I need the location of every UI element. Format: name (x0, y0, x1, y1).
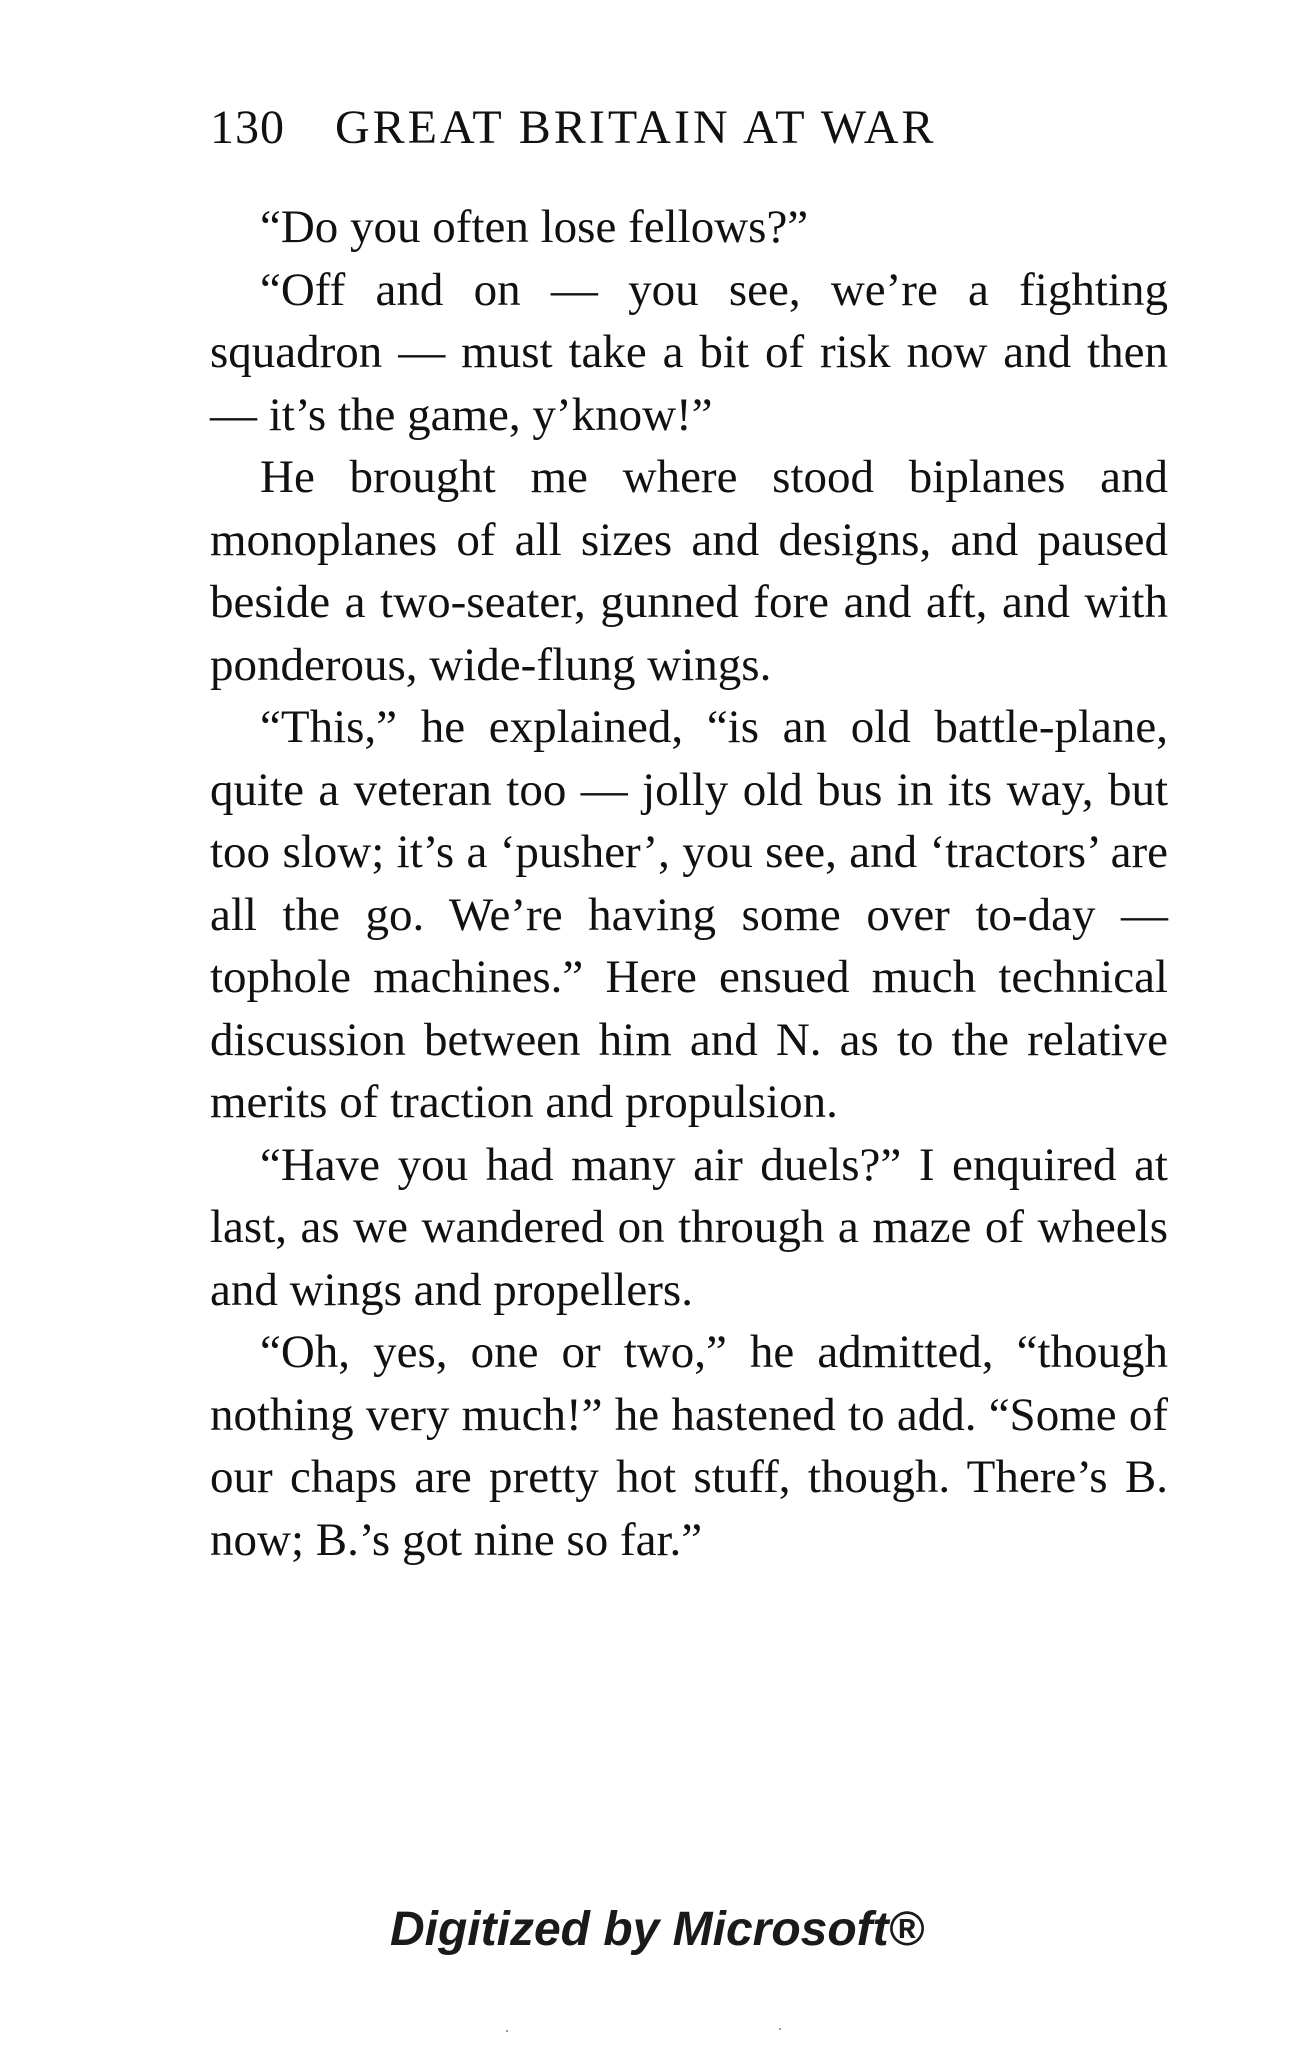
running-title: GREAT BRITAIN AT WAR (335, 101, 937, 154)
body-text (210, 196, 1168, 1571)
paragraph: “This,” he explained, “is an old battle-plane, quite a veteran too — jolly old bus in its way, but too slow; it’s a ‘pusher’, you see, and ‘tractors’ are all the go. We’re having some over to-day — tophole machines.” Here ensued much technical discussion between him and N. as to the relative merits of traction and propulsion. (210, 701, 1168, 1128)
paragraph: “Do you often lose fellows?” (260, 201, 809, 253)
page-number: 130 (210, 101, 285, 154)
paragraph: “Off and on — you see, we’re a fighting squadron — must take a bit of risk now and then — it’s the game, y’know!” (210, 263, 1168, 441)
paragraph: “Oh, yes, one or two,” he admitted, “though nothing very much!” he hastened to add. “Some of our chaps are pretty hot stuff, though. There’s B. now; B.’s got nine so far.” (210, 1326, 1168, 1566)
scan-speck (506, 2030, 508, 2032)
paragraph: “Have you had many air duels?” I enquired at last, as we wandered on through a maze of wheels and wings and propellers. (210, 1138, 1168, 1316)
paragraph: He brought me where stood biplanes and monoplanes of all sizes and designs, and paused beside a two-seater, gunned fore and aft, and with ponderous, wide-flung wings. (210, 451, 1168, 691)
digitized-watermark: Digitized by Microsoft® (389, 1903, 925, 1956)
page-header (210, 98, 1030, 158)
scan-speck (779, 2028, 781, 2030)
